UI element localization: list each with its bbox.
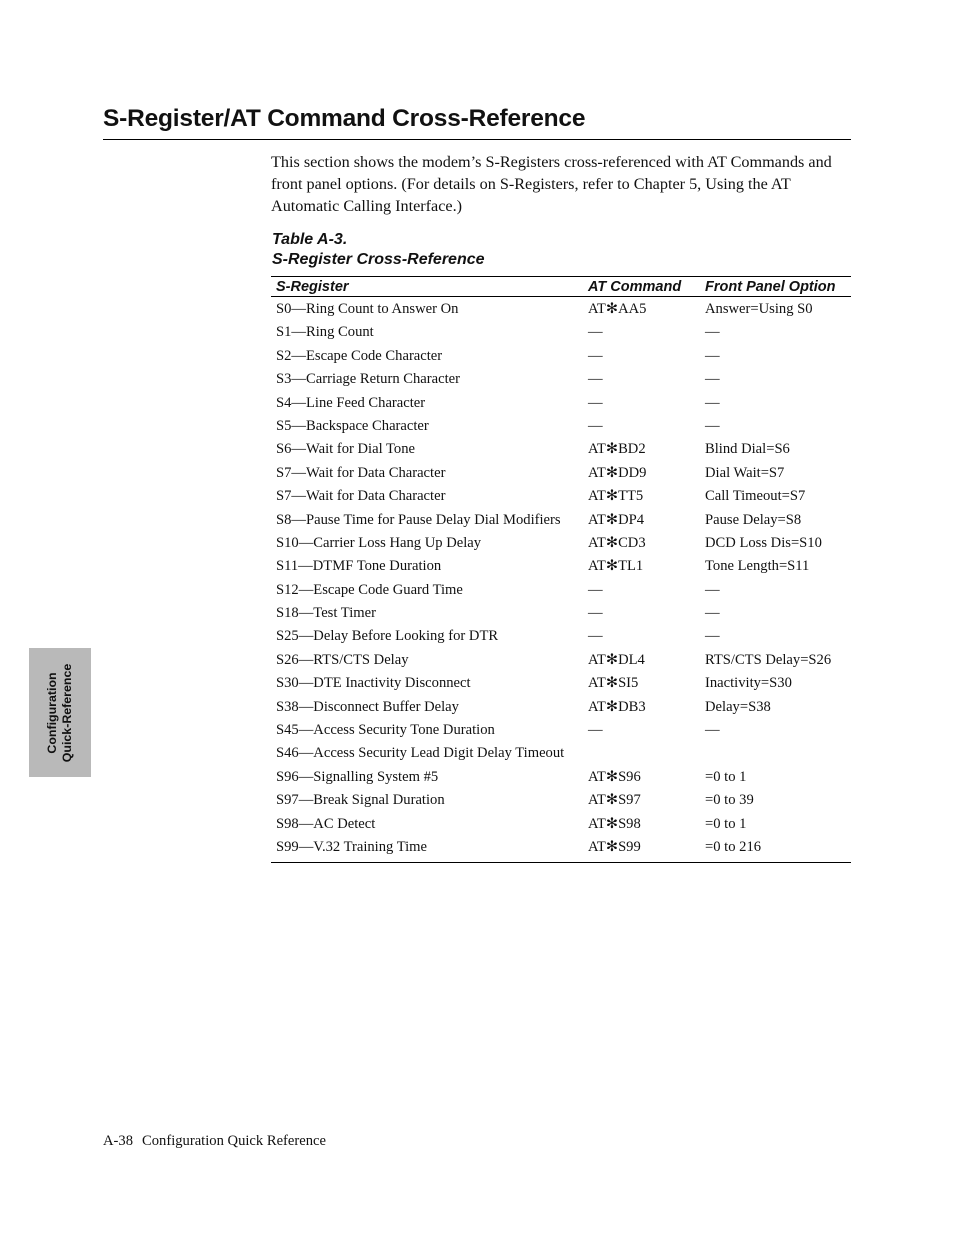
s-register-text: S46—Access Security Lead Digit Delay Timeout (276, 745, 565, 762)
at-command-cell (577, 650, 695, 673)
table-row (271, 416, 851, 439)
front-panel-option-cell (695, 463, 851, 486)
front-panel-option-cell (695, 297, 851, 323)
at-command-cell (577, 743, 695, 766)
front-panel-option-text: — (705, 417, 720, 434)
front-panel-option-text: Delay=S38 (705, 698, 771, 715)
column-header-at-command: AT Command (588, 278, 682, 295)
intro-paragraph: This section shows the modem’s S-Registers cross-referenced with AT Commands and front panel options. (For details on S-Registers, refer to Chapter 5, Using the AT Automatic Calling Interface.) (271, 153, 832, 215)
table-row (271, 603, 851, 626)
s-register-cell (271, 533, 577, 556)
s-register-cell (271, 346, 577, 369)
at-command-cell (577, 533, 695, 556)
s-register-cell (271, 297, 577, 323)
front-panel-option-text: Dial Wait=S7 (705, 464, 785, 481)
at-command-text: AT✻DD9 (588, 464, 647, 481)
front-panel-option-cell (695, 767, 851, 790)
at-command-cell (577, 393, 695, 416)
at-command-cell (577, 767, 695, 790)
s-register-cell (271, 790, 577, 813)
at-command-text: AT✻TL1 (588, 558, 644, 575)
at-command-text: AT✻DB3 (588, 698, 646, 715)
table-row (271, 322, 851, 345)
s-register-cell (271, 603, 577, 626)
table-row (271, 814, 851, 837)
front-panel-option-cell (695, 837, 851, 863)
front-panel-option-text: =0 to 1 (705, 815, 747, 832)
front-panel-option-text: — (705, 371, 720, 388)
at-command-text: — (588, 347, 603, 364)
s-register-text: S2—Escape Code Character (276, 347, 443, 364)
table-row (271, 486, 851, 509)
page-number: A-38 (103, 1133, 133, 1149)
table-row (271, 439, 851, 462)
s-register-text: S98—AC Detect (276, 815, 376, 832)
front-panel-option-cell (695, 393, 851, 416)
s-register-cell (271, 720, 577, 743)
at-command-cell (577, 510, 695, 533)
s-register-text: S3—Carriage Return Character (276, 371, 460, 388)
table-row (271, 580, 851, 603)
column-header-s-register: S-Register (276, 278, 349, 295)
front-panel-option-text: =0 to 1 (705, 768, 747, 785)
table-row (271, 533, 851, 556)
front-panel-option-text: — (705, 581, 720, 598)
at-command-cell (577, 463, 695, 486)
at-command-cell (577, 486, 695, 509)
s-register-text: S25—Delay Before Looking for DTR (276, 628, 499, 645)
front-panel-option-text: RTS/CTS Delay=S26 (705, 651, 832, 668)
at-command-text: AT✻DP4 (588, 511, 645, 528)
at-command-text: AT✻S97 (588, 792, 641, 809)
front-panel-option-cell (695, 346, 851, 369)
s-register-cell (271, 416, 577, 439)
s-register-cell (271, 580, 577, 603)
at-command-text: — (588, 605, 603, 622)
s-register-cell (271, 322, 577, 345)
front-panel-option-text: — (705, 394, 720, 411)
at-command-cell (577, 297, 695, 323)
s-register-cell (271, 650, 577, 673)
front-panel-option-text: — (705, 347, 720, 364)
front-panel-option-cell (695, 697, 851, 720)
at-command-cell (577, 837, 695, 863)
at-command-cell (577, 673, 695, 696)
s-register-cell (271, 626, 577, 649)
front-panel-option-cell (695, 486, 851, 509)
table-title: S-Register Cross-Reference (272, 250, 485, 268)
s-register-text: S1—Ring Count (276, 324, 374, 341)
at-command-text: — (588, 628, 603, 645)
at-command-text: — (588, 371, 603, 388)
front-panel-option-text: — (705, 605, 720, 622)
front-panel-option-cell (695, 720, 851, 743)
at-command-cell (577, 346, 695, 369)
front-panel-option-cell (695, 322, 851, 345)
front-panel-option-cell (695, 533, 851, 556)
table-row (271, 767, 851, 790)
at-command-text: — (588, 417, 603, 434)
s-register-text: S97—Break Signal Duration (276, 792, 445, 809)
page-footer (103, 1131, 326, 1151)
front-panel-option-cell (695, 556, 851, 579)
s-register-text: S30—DTE Inactivity Disconnect (276, 675, 471, 692)
table-row (271, 297, 851, 323)
front-panel-option-cell (695, 626, 851, 649)
front-panel-option-cell (695, 673, 851, 696)
front-panel-option-cell (695, 580, 851, 603)
at-command-cell (577, 814, 695, 837)
at-command-cell (577, 416, 695, 439)
s-register-cell (271, 837, 577, 863)
front-panel-option-cell (695, 439, 851, 462)
at-command-text: — (588, 394, 603, 411)
front-panel-option-text: Tone Length=S11 (705, 558, 810, 575)
s-register-cell (271, 486, 577, 509)
side-tab-label (45, 663, 75, 761)
front-panel-option-text: DCD Loss Dis=S10 (705, 534, 822, 551)
s-register-text: S26—RTS/CTS Delay (276, 651, 409, 668)
table-row (271, 369, 851, 392)
front-panel-option-text: — (705, 324, 720, 341)
front-panel-option-text: =0 to 39 (705, 792, 754, 809)
s-register-text: S38—Disconnect Buffer Delay (276, 698, 459, 715)
page-title: S-Register/AT Command Cross-Reference (103, 105, 586, 132)
front-panel-option-cell (695, 814, 851, 837)
side-tab-line: Configuration (45, 671, 59, 754)
table-body (271, 297, 851, 863)
at-command-text: AT✻CD3 (588, 534, 646, 551)
front-panel-option-cell (695, 743, 851, 766)
at-command-text: AT✻S98 (588, 815, 641, 832)
s-register-text: S12—Escape Code Guard Time (276, 581, 463, 598)
s-register-text: S99—V.32 Training Time (276, 838, 427, 855)
front-panel-option-cell (695, 416, 851, 439)
s-register-text: S0—Ring Count to Answer On (276, 301, 459, 317)
front-panel-option-text: Inactivity=S30 (705, 675, 792, 692)
front-panel-option-text: =0 to 216 (705, 838, 762, 855)
table-row (271, 720, 851, 743)
table-row (271, 556, 851, 579)
at-command-text: — (588, 722, 603, 739)
s-register-text: S10—Carrier Loss Hang Up Delay (276, 534, 482, 551)
s-register-text: S6—Wait for Dial Tone (276, 441, 415, 458)
s-register-cell (271, 743, 577, 766)
front-panel-option-cell (695, 369, 851, 392)
at-command-text: — (588, 581, 603, 598)
s-register-cell (271, 439, 577, 462)
front-panel-option-text: Pause Delay=S8 (705, 511, 802, 528)
s-register-cell (271, 393, 577, 416)
front-panel-option-cell (695, 650, 851, 673)
s-register-cell (271, 814, 577, 837)
front-panel-option-cell (695, 603, 851, 626)
table-row (271, 837, 851, 863)
s-register-cell (271, 767, 577, 790)
s-register-cell (271, 556, 577, 579)
at-command-text: AT✻TT5 (588, 488, 644, 505)
table-row (271, 463, 851, 486)
s-register-cell (271, 673, 577, 696)
table-row (271, 346, 851, 369)
s-register-cell (271, 463, 577, 486)
table-row (271, 673, 851, 696)
at-command-text: AT✻S99 (588, 838, 641, 855)
at-command-text: AT✻S96 (588, 768, 641, 785)
at-command-cell (577, 790, 695, 813)
at-command-text: AT✻AA5 (588, 301, 647, 317)
at-command-cell (577, 626, 695, 649)
footer-section-title: Configuration Quick Reference (142, 1133, 326, 1149)
s-register-text: S96—Signalling System #5 (276, 768, 439, 785)
section-side-tab (29, 648, 91, 777)
table-row (271, 510, 851, 533)
table-row (271, 626, 851, 649)
side-tab-line: Quick-Reference (60, 663, 74, 762)
cross-reference-table (271, 276, 851, 863)
at-command-cell (577, 322, 695, 345)
front-panel-option-text: Call Timeout=S7 (705, 488, 806, 505)
s-register-text: S7—Wait for Data Character (276, 464, 446, 481)
s-register-text: S7—Wait for Data Character (276, 488, 446, 505)
front-panel-option-cell (695, 510, 851, 533)
at-command-cell (577, 580, 695, 603)
at-command-cell (577, 697, 695, 720)
at-command-text: — (588, 324, 603, 341)
table-row (271, 650, 851, 673)
s-register-text: S8—Pause Time for Pause Delay Dial Modifiers (276, 511, 561, 528)
at-command-cell (577, 603, 695, 626)
title-rule (103, 139, 851, 140)
s-register-text: S45—Access Security Tone Duration (276, 722, 495, 739)
table-header-row (271, 277, 851, 297)
front-panel-option-text: — (705, 628, 720, 645)
s-register-text: S18—Test Timer (276, 605, 376, 622)
column-header-front-panel-option: Front Panel Option (705, 278, 836, 295)
front-panel-option-text: Answer=Using S0 (705, 301, 813, 317)
at-command-text: AT✻BD2 (588, 441, 646, 458)
at-command-text: AT✻DL4 (588, 651, 645, 668)
front-panel-option-cell (695, 790, 851, 813)
s-register-cell (271, 510, 577, 533)
at-command-cell (577, 720, 695, 743)
s-register-text: S11—DTMF Tone Duration (276, 558, 442, 575)
table-row (271, 790, 851, 813)
s-register-text: S5—Backspace Character (276, 417, 429, 434)
table-row (271, 697, 851, 720)
table-number: Table A-3. (272, 231, 348, 248)
table-caption (272, 230, 485, 269)
s-register-text: S4—Line Feed Character (276, 394, 426, 411)
front-panel-option-text: — (705, 722, 720, 739)
table-row (271, 743, 851, 766)
table-row (271, 393, 851, 416)
at-command-cell (577, 439, 695, 462)
at-command-text: AT✻SI5 (588, 675, 639, 692)
s-register-cell (271, 697, 577, 720)
at-command-cell (577, 369, 695, 392)
front-panel-option-text: Blind Dial=S6 (705, 441, 790, 458)
s-register-cell (271, 369, 577, 392)
at-command-cell (577, 556, 695, 579)
